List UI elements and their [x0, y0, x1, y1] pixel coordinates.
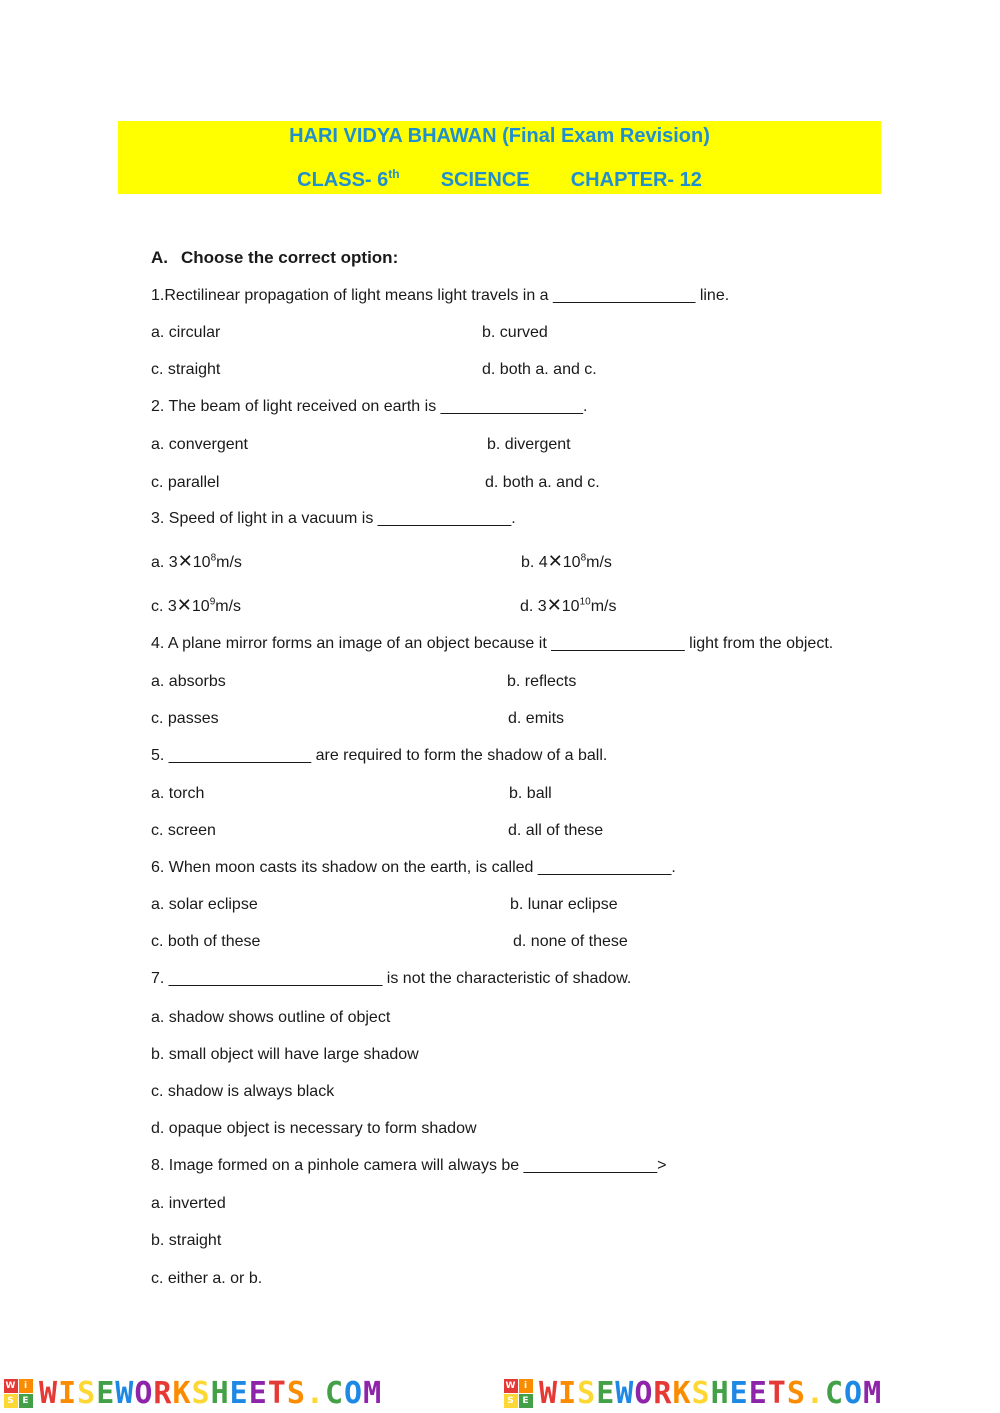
- q5-option-d[interactable]: d. all of these: [508, 822, 604, 839]
- question-6: 6. When moon casts its shadow on the earth, is called _______________.: [151, 859, 676, 876]
- q8-option-b[interactable]: b. straight: [151, 1232, 222, 1249]
- q2-option-b[interactable]: b. divergent: [487, 436, 571, 453]
- q3-option-d[interactable]: d. $3✕10^{10}m/s$: [520, 595, 617, 615]
- brand-name: WISEWORKSHEETS.COM: [39, 1376, 383, 1411]
- q7-option-c[interactable]: c. shadow is always black: [151, 1083, 335, 1100]
- q4-option-b[interactable]: b. reflects: [507, 673, 577, 690]
- q4-option-a[interactable]: a. absorbs: [151, 673, 226, 690]
- question-2: 2. The beam of light received on earth is ________________.: [151, 398, 588, 415]
- q6-option-b[interactable]: b. lunar eclipse: [510, 896, 618, 913]
- section-heading: A. Choose the correct option:: [151, 248, 399, 267]
- times-icon: ✕: [176, 595, 192, 615]
- q3-option-b[interactable]: b. $4✕10^8m/s$: [521, 551, 612, 571]
- brand-logo-icon: W i S E: [504, 1379, 533, 1408]
- chapter-label: CHAPTER- 12: [570, 168, 702, 191]
- q7-option-d[interactable]: d. opaque object is necessary to form shadow: [151, 1120, 477, 1137]
- q3-option-a[interactable]: a. $3✕10^8m/s$: [151, 551, 242, 571]
- q5-option-c[interactable]: c. screen: [151, 822, 216, 839]
- subject-label: SCIENCE: [440, 168, 530, 191]
- question-1: 1.Rectilinear propagation of light means light travels in a ________________ line.: [151, 287, 730, 304]
- q8-option-a[interactable]: a. inverted: [151, 1195, 226, 1212]
- class-subject-line: [118, 167, 881, 192]
- q1-option-c[interactable]: c. straight: [151, 361, 221, 378]
- q8-option-c[interactable]: c. either a. or b.: [151, 1270, 263, 1287]
- times-icon: ✕: [177, 551, 193, 571]
- q1-option-d[interactable]: d. both a. and c.: [482, 361, 597, 378]
- q4-option-d[interactable]: d. emits: [508, 710, 565, 727]
- brand-logo[interactable]: [4, 1376, 382, 1411]
- q5-option-b[interactable]: b. ball: [509, 785, 552, 802]
- brand-logo-icon: W i S E: [4, 1379, 33, 1408]
- q1-option-a[interactable]: a. circular: [151, 324, 221, 341]
- q2-option-a[interactable]: a. convergent: [151, 436, 248, 453]
- school-title: HARI VIDYA BHAWAN (Final Exam Revision): [289, 125, 710, 147]
- brand-name: WISEWORKSHEETS.COM: [539, 1376, 883, 1411]
- question-3: 3. Speed of light in a vacuum is _______________.: [151, 510, 516, 527]
- header-banner: [118, 121, 881, 194]
- times-icon: ✕: [547, 551, 563, 571]
- q2-option-c[interactable]: c. parallel: [151, 474, 220, 491]
- q2-option-d[interactable]: d. both a. and c.: [485, 474, 600, 491]
- q6-option-a[interactable]: a. solar eclipse: [151, 896, 258, 913]
- q5-option-a[interactable]: a. torch: [151, 785, 205, 802]
- times-icon: ✕: [546, 595, 562, 615]
- footer-watermark: [0, 1372, 1000, 1413]
- question-5: 5. ________________ are required to form the shadow of a ball.: [151, 747, 608, 764]
- q1-option-b[interactable]: b. curved: [482, 324, 548, 341]
- q7-option-a[interactable]: a. shadow shows outline of object: [151, 1009, 391, 1026]
- q6-option-c[interactable]: c. both of these: [151, 933, 261, 950]
- q3-option-c[interactable]: c. $3✕10^9m/s$: [151, 595, 242, 615]
- q4-option-c[interactable]: c. passes: [151, 710, 219, 727]
- brand-logo-repeat[interactable]: [504, 1376, 882, 1411]
- question-8: 8. Image formed on a pinhole camera will always be _______________>: [151, 1157, 667, 1174]
- question-4: 4. A plane mirror forms an image of an object because it _______________ light from the object.: [151, 635, 834, 652]
- question-7: 7. ________________________ is not the characteristic of shadow.: [151, 970, 632, 987]
- q6-option-d[interactable]: d. none of these: [513, 933, 628, 950]
- q7-option-b[interactable]: b. small object will have large shadow: [151, 1046, 419, 1063]
- class-label: CLASS- 6th: [297, 167, 400, 191]
